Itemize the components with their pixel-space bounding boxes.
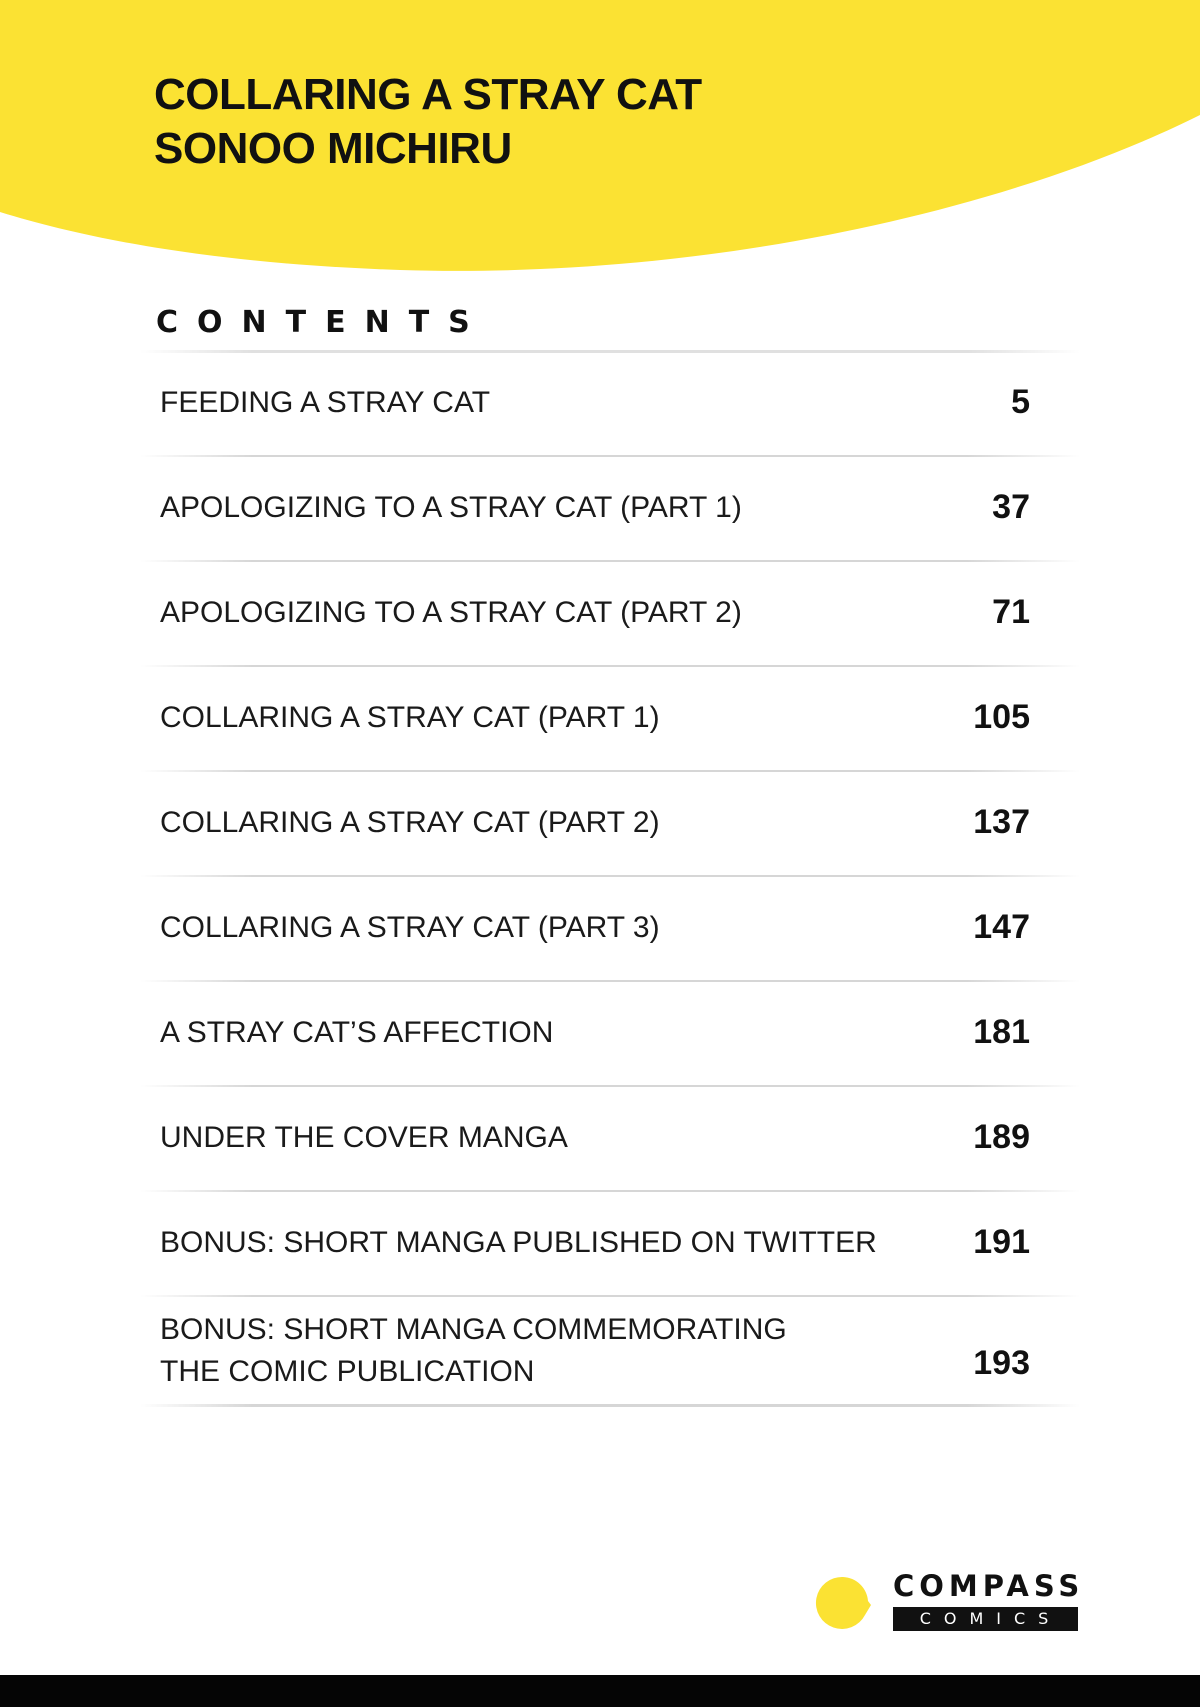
toc-entry-page: 105 xyxy=(973,698,1030,736)
table-of-contents xyxy=(140,350,1080,1407)
toc-entry-title: A STRAY CAT’S AFFECTION xyxy=(160,1015,554,1049)
toc-entry-title: COLLARING A STRAY CAT (PART 1) xyxy=(160,700,660,734)
contents-heading: CONTENTS xyxy=(156,305,489,340)
toc-entry[interactable] xyxy=(140,980,1080,1085)
toc-entry[interactable] xyxy=(140,665,1080,770)
toc-entry[interactable] xyxy=(140,560,1080,665)
publisher-logo xyxy=(815,1565,1085,1635)
toc-entry-page: 71 xyxy=(992,593,1030,631)
logo-wordmark: COMPASS xyxy=(893,1569,1085,1603)
toc-entry-title: BONUS: SHORT MANGA PUBLISHED ON TWITTER xyxy=(160,1225,877,1259)
toc-entry-title: COLLARING A STRAY CAT (PART 3) xyxy=(160,910,660,944)
toc-entry-page: 5 xyxy=(1011,383,1030,421)
footer-bar xyxy=(0,1675,1200,1707)
toc-entry[interactable] xyxy=(140,770,1080,875)
speech-bubble-icon xyxy=(815,1575,871,1631)
toc-entry-page: 193 xyxy=(973,1344,1030,1382)
toc-entry[interactable] xyxy=(140,455,1080,560)
toc-entry-page: 147 xyxy=(973,908,1030,946)
toc-entry-title: UNDER THE COVER MANGA xyxy=(160,1120,568,1154)
toc-entry[interactable] xyxy=(140,350,1080,455)
toc-entry-title: APOLOGIZING TO A STRAY CAT (PART 1) xyxy=(160,490,742,524)
toc-entry[interactable] xyxy=(140,1295,1080,1407)
toc-entry[interactable] xyxy=(140,1190,1080,1295)
toc-entry-page: 137 xyxy=(973,803,1030,841)
toc-entry[interactable] xyxy=(140,875,1080,980)
toc-entry-title: COLLARING A STRAY CAT (PART 2) xyxy=(160,805,660,839)
toc-entry-page: 37 xyxy=(992,488,1030,526)
toc-entry-page: 189 xyxy=(973,1118,1030,1156)
book-title-block xyxy=(154,68,702,176)
book-title: COLLARING A STRAY CAT xyxy=(154,70,702,119)
toc-entry-title: BONUS: SHORT MANGA COMMEMORATING THE COMIC PUBLICATION xyxy=(160,1313,787,1388)
toc-entry-page: 181 xyxy=(973,1013,1030,1051)
toc-entry-page: 191 xyxy=(973,1223,1030,1261)
toc-entry[interactable] xyxy=(140,1085,1080,1190)
toc-entry-title: APOLOGIZING TO A STRAY CAT (PART 2) xyxy=(160,595,742,629)
author-name: SONOO MICHIRU xyxy=(154,124,512,173)
logo-subtitle: COMICS xyxy=(893,1607,1078,1631)
toc-entry-title: FEEDING A STRAY CAT xyxy=(160,385,491,419)
